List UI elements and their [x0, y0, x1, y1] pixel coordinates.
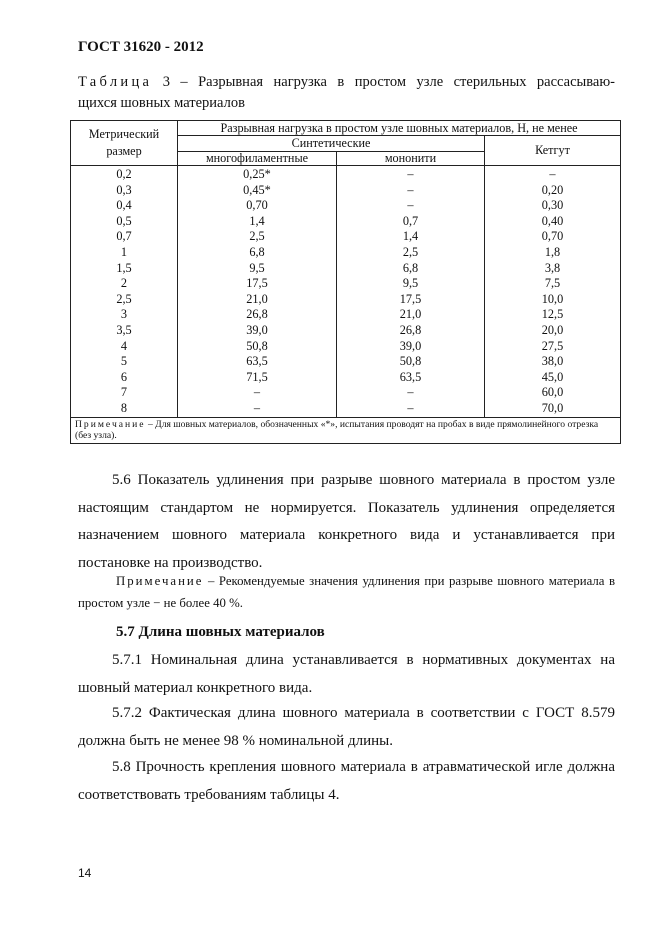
table-cell: 21,0	[246, 291, 268, 306]
table-cell: –	[549, 167, 556, 181]
table-note	[71, 417, 621, 443]
table-cell: 12,5	[541, 307, 564, 322]
table-caption-label: Таблица	[78, 74, 153, 90]
column-size-values	[71, 166, 178, 418]
header-monofilament: мононити	[337, 152, 485, 166]
table-cell: 3	[120, 307, 128, 322]
table-cell: 4	[120, 338, 128, 353]
paragraph-5-7-2: 5.7.2 Фактическая длина шовного материала в соответствии с ГОСТ 8.579 должна быть не менее 98 % номинальной длины.	[78, 705, 615, 749]
table-cell: 0,7	[402, 213, 419, 228]
table-cell: 21,0	[399, 307, 422, 322]
table-cell: –	[407, 400, 414, 415]
table-caption-text: 3 – Разрывная нагрузка в простом узле стерильных рассасываю-	[152, 74, 615, 90]
table-cell: 10,0	[541, 291, 564, 306]
table-cell: 38,0	[541, 354, 564, 369]
table-cell: –	[407, 198, 414, 213]
table-cell: –	[407, 167, 414, 181]
table-cell: –	[407, 385, 414, 400]
table-cell: 17,5	[246, 276, 268, 291]
column-multifilament-values	[178, 166, 337, 418]
table-cell: 39,0	[246, 322, 268, 337]
table-cell: –	[253, 400, 261, 415]
table-cell: 1,4	[402, 229, 419, 244]
standard-header: ГОСТ 31620 - 2012	[78, 39, 204, 55]
table-cell: 39,0	[399, 338, 422, 353]
header-multifilament: многофиламентные	[178, 152, 337, 166]
table-cell: 70,0	[541, 400, 564, 415]
table-cell: 2,5	[116, 291, 132, 306]
table-cell: 0,2	[116, 167, 132, 181]
table-cell: 9,5	[249, 260, 265, 275]
header-synthetic: Синтетические	[178, 136, 485, 152]
table-cell: 1,8	[544, 244, 561, 259]
table-cell: 5	[120, 354, 128, 369]
table-cell: 2,5	[249, 229, 265, 244]
table-cell: 63,5	[399, 369, 422, 384]
page-number: 14	[78, 866, 92, 880]
table-cell: 0,3	[116, 182, 132, 197]
table-cell: 20,0	[541, 322, 564, 337]
table-caption-line1	[78, 73, 615, 91]
table-cell: 0,30	[541, 198, 564, 213]
table-cell: 50,8	[399, 354, 422, 369]
table-cell: 0,7	[116, 229, 132, 244]
paragraph-5-6: 5.6 Показатель удлинения при разрыве шовного материала в простом узле настоящим стандартом не нормируется. Показатель удлинения определяется назначением шовного материала конкретного вида и устанавливается при постановке на производство.	[78, 472, 615, 571]
table-cell: 71,5	[246, 369, 268, 384]
table-cell: 0,70	[246, 198, 268, 213]
table-cell: 1,4	[249, 213, 265, 228]
table-cell: 1	[120, 244, 128, 259]
table-cell: 1,5	[116, 260, 132, 275]
breaking-load-table	[70, 120, 621, 444]
table-cell: 7,5	[544, 276, 561, 291]
table-note-text: – Для шовных материалов, обозначенных «*», испытания проводят на пробах в виде прямолинейного отрезка (без узла).	[75, 418, 599, 441]
paragraph-5-7-1: 5.7.1 Номинальная длина устанавливается в нормативных документах на шовный материал конкретного вида.	[78, 652, 615, 696]
table-cell: –	[407, 182, 414, 197]
elongation-note-label: Примечание	[116, 574, 204, 588]
table-cell: 0,45*	[243, 182, 271, 197]
table-cell: 2,5	[402, 244, 419, 259]
table-cell: 45,0	[541, 369, 564, 384]
header-breaking-load: Разрывная нагрузка в простом узле шовных материалов, Н, не менее	[178, 121, 621, 136]
table-cell: 60,0	[541, 385, 564, 400]
table-cell: 7	[120, 385, 128, 400]
table-cell: 3,8	[544, 260, 561, 275]
table-cell: 0,70	[541, 229, 564, 244]
table-cell: 0,20	[541, 182, 564, 197]
table-cell: 50,8	[246, 338, 268, 353]
table-cell: 0,4	[116, 198, 132, 213]
table-cell: 26,8	[399, 322, 422, 337]
table-cell: 8	[120, 400, 128, 415]
table-cell: 9,5	[402, 276, 419, 291]
elongation-note	[78, 570, 615, 614]
table-cell: 6,8	[249, 244, 265, 259]
table-cell: 17,5	[399, 291, 422, 306]
table-cell: 63,5	[246, 354, 268, 369]
table-cell: 3,5	[116, 322, 132, 337]
table-cell: 27,5	[541, 338, 564, 353]
column-monofilament-values	[337, 166, 485, 418]
paragraph-5-8: 5.8 Прочность крепления шовного материала в атравматической игле должна соответствовать требованиям таблицы 4.	[78, 759, 615, 803]
table-cell: 6,8	[402, 260, 419, 275]
table-caption-line2: щихся шовных материалов	[78, 95, 245, 111]
section-heading-5-7: 5.7 Длина шовных материалов	[116, 624, 325, 640]
table-cell: 0,40	[541, 213, 564, 228]
elongation-note-text: – Рекомендуемые значения удлинения при разрыве шовного материала в простом узле − не более 40 %.	[78, 574, 615, 610]
table-cell: 2	[120, 276, 128, 291]
table-cell: 26,8	[246, 307, 268, 322]
header-metric-size: Метрический размер	[71, 121, 178, 166]
table-cell: –	[253, 385, 261, 400]
column-catgut-values	[485, 166, 621, 418]
table-cell: 0,5	[116, 213, 132, 228]
table-note-label: Примечание	[75, 418, 146, 430]
table-cell: 0,25*	[243, 167, 271, 181]
table-cell: 6	[120, 369, 128, 384]
header-catgut: Кетгут	[485, 136, 621, 166]
